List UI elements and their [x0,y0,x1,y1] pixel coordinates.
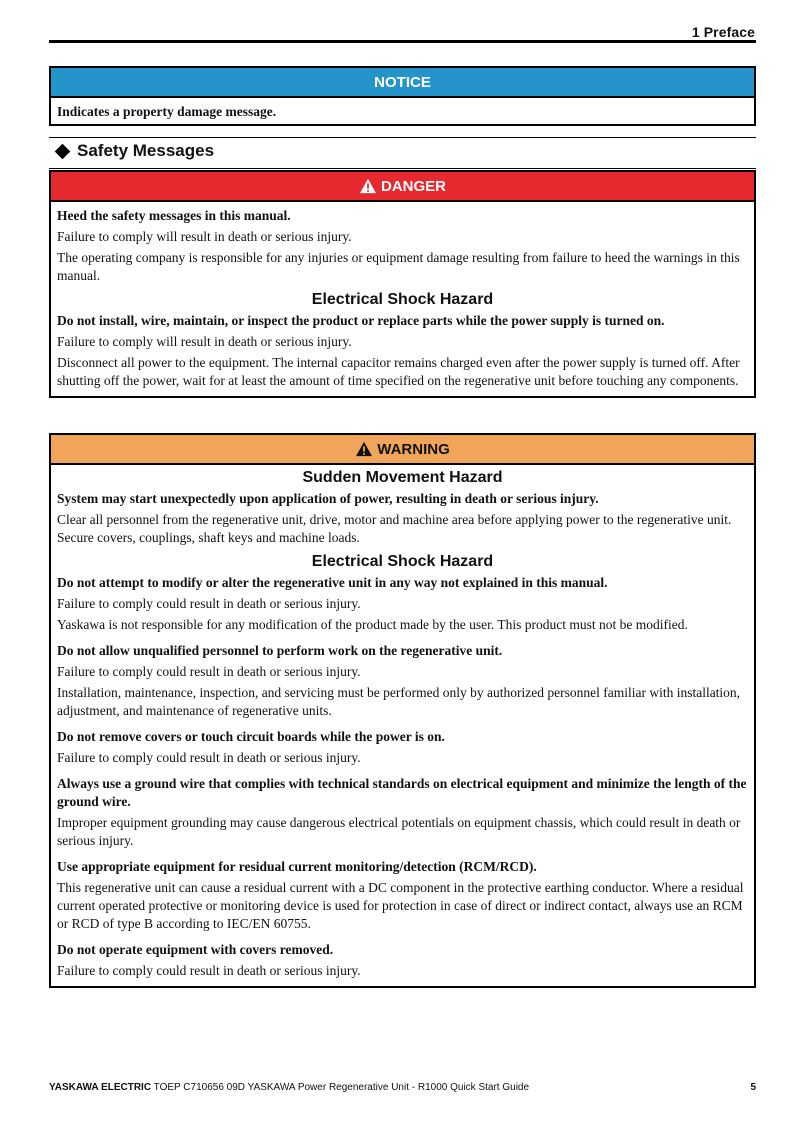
footer-doc-info [49,1082,529,1093]
danger-hazard-line: Failure to comply will result in death or serious injury. [57,334,352,349]
electrical-shock-title: Electrical Shock Hazard [311,553,494,570]
danger-hazard-title: Electrical Shock Hazard [311,291,494,308]
warning-item [57,642,748,720]
danger-hazard-line: Disconnect all power to the equipment. The internal capacitor remains charged even after the power supply is turned off. After shutting off the power, wait for at least the amount of time specified on the regenerative unit before touching any components. [57,355,740,388]
page-footer [49,1082,756,1093]
notice-box [49,66,756,126]
warning-item [57,858,748,933]
section-rule-bottom [49,168,756,169]
danger-box [49,170,756,398]
page-number: 5 [750,1082,756,1093]
warning-item-bold: Do not attempt to modify or alter the regenerative unit in any way not explained in this manual. [57,575,608,590]
notice-label: NOTICE [374,73,431,91]
warning-item [57,728,748,767]
footer-brand: YASKAWA ELECTRIC [49,1082,152,1093]
danger-intro-line: Failure to comply will result in death or serious injury. [57,229,352,244]
warning-item-bold: Use appropriate equipment for residual current monitoring/detection (RCM/RCD). [57,859,537,874]
running-header: 1 Preface [691,24,755,40]
danger-intro-bold: Heed the safety messages in this manual. [57,208,291,223]
danger-intro-line: The operating company is responsible for any injuries or equipment damage resulting from failure to heed the warnings in this manual. [57,250,740,283]
warning-item-line: Failure to comply could result in death or serious injury. [57,963,361,978]
warning-item-bold: Do not operate equipment with covers removed. [57,942,334,957]
warning-item [57,574,748,634]
warning-triangle-icon [359,178,377,194]
warning-item-line: Installation, maintenance, inspection, and servicing must be performed only by authorized personnel familiar with installation, adjustment, and maintenance of regenerative units. [57,685,741,718]
sudden-movement-title: Sudden Movement Hazard [302,469,503,486]
warning-item-line: Failure to comply could result in death or serious injury. [57,664,361,679]
section-heading-text: Safety Messages [77,141,215,160]
warning-item-line: Improper equipment grounding may cause dangerous electrical potentials on equipment chassis, which could result in death or serious injury. [57,815,741,848]
danger-hazard-bold: Do not install, wire, maintain, or inspect the product or replace parts while the power supply is turned on. [57,313,665,328]
header-rule [49,40,756,43]
section-rule-top [49,137,756,138]
warning-banner [51,435,754,465]
section-heading [54,141,214,161]
notice-banner [51,68,754,98]
sudden-movement-line: Clear all personnel from the regenerative unit, drive, motor and machine area before applying power to the regenerative unit. Secure covers, couplings, shaft keys and machine loads. [57,512,732,545]
warning-item-line: Yaskawa is not responsible for any modification of the product made by the user. This product must not be modified. [57,617,688,632]
danger-label: DANGER [380,177,446,195]
warning-label: WARNING [377,440,450,458]
warning-item-bold: Do not remove covers or touch circuit boards while the power is on. [57,729,445,744]
warning-item-line: Failure to comply could result in death or serious injury. [57,750,361,765]
footer-doc-title: TOEP C710656 09D YASKAWA Power Regenerative Unit - R1000 Quick Start Guide [151,1082,530,1093]
sudden-movement-bold: System may start unexpectedly upon application of power, resulting in death or serious injury. [57,491,599,506]
warning-box [49,433,756,988]
warning-item-bold: Always use a ground wire that complies with technical standards on electrical equipment and minimize the length of the ground wire. [57,776,747,809]
diamond-bullet-icon [55,143,71,159]
notice-text: Indicates a property damage message. [57,104,277,119]
warning-triangle-icon [355,441,373,457]
warning-item-line: This regenerative unit can cause a residual current with a DC component in the protective earthing conductor. Where a residual current operated protective or monitoring device is used for protection in case of direct or indirect contact, always use an RCM or RCD of type B according to IEC/EN 60755. [57,880,744,931]
warning-item-bold: Do not allow unqualified personnel to perform work on the regenerative unit. [57,643,503,658]
warning-item-line: Failure to comply could result in death or serious injury. [57,596,361,611]
warning-item [57,941,748,980]
warning-item [57,775,748,850]
danger-banner [51,172,754,202]
